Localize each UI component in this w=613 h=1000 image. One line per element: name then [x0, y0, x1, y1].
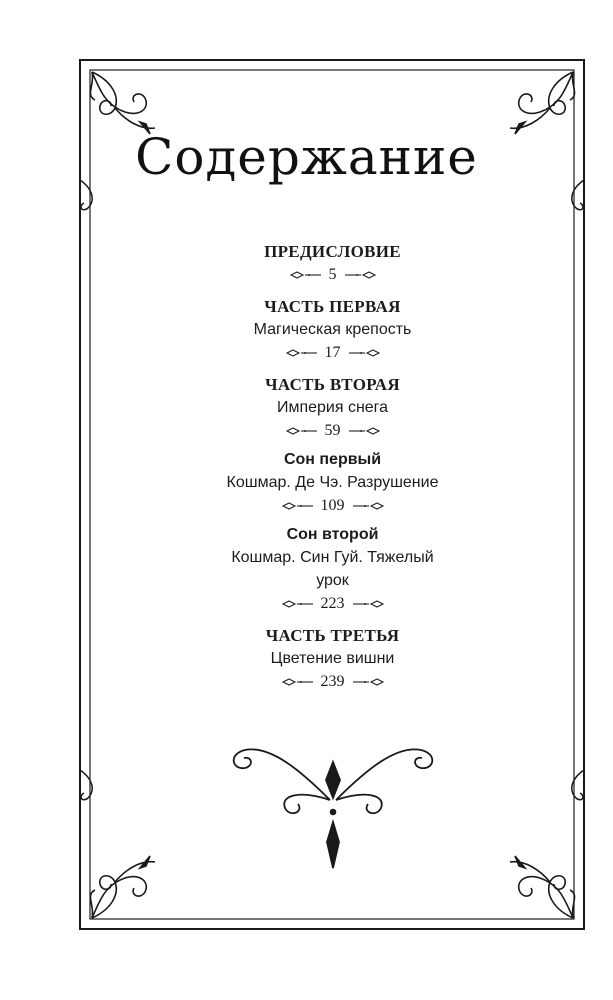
toc-subtitle: Кошмар. Де Чэ. Разрушение	[226, 474, 439, 491]
toc-heading: Сон первый	[283, 451, 382, 468]
toc-heading: ПРЕДИСЛОВИЕ	[264, 242, 401, 261]
corner-flourish-icon	[90, 72, 155, 134]
page-divider-icon	[347, 426, 381, 436]
corner-flourish-icon	[510, 72, 575, 134]
toc-entry	[130, 296, 535, 365]
page-divider-icon	[281, 599, 315, 609]
toc-page-line	[130, 592, 535, 616]
toc-page-line	[130, 419, 535, 443]
toc-page-line	[130, 341, 535, 365]
toc-page-number: 17	[324, 344, 341, 361]
toc-entry	[130, 374, 535, 443]
page-divider-icon	[351, 599, 385, 609]
corner-flourish-icon	[90, 856, 155, 918]
toc-page-number: 109	[320, 497, 345, 514]
toc-heading: ЧАСТЬ ПЕРВАЯ	[264, 297, 401, 316]
table-of-contents	[130, 241, 535, 694]
page-divider-icon	[347, 348, 381, 358]
page-divider-icon	[289, 270, 323, 280]
toc-page-number: 59	[324, 422, 341, 439]
toc-subtitle: Кошмар. Син Гуй. Тяжелый	[231, 549, 434, 566]
toc-heading: ЧАСТЬ ТРЕТЬЯ	[265, 626, 400, 645]
toc-page-line	[130, 494, 535, 518]
toc-subtitle: Империя снега	[276, 399, 389, 416]
page-divider-icon	[285, 426, 319, 436]
toc-heading: ЧАСТЬ ВТОРАЯ	[265, 375, 400, 394]
toc-subtitle: Цветение вишни	[270, 650, 395, 667]
page-divider-icon	[351, 677, 385, 687]
page-divider-icon	[285, 348, 319, 358]
toc-subtitle-continued: урок	[316, 572, 349, 589]
toc-entry	[130, 625, 535, 694]
toc-entry	[130, 524, 535, 616]
toc-page-number: 239	[320, 673, 345, 690]
page-divider-icon	[343, 270, 377, 280]
toc-page-line	[130, 670, 535, 694]
toc-entry	[130, 449, 535, 518]
toc-subtitle: Магическая крепость	[253, 321, 412, 338]
bottom-flourish-icon	[234, 749, 433, 868]
page-divider-icon	[351, 501, 385, 511]
toc-entry	[130, 241, 535, 287]
toc-page-number: 5	[328, 266, 337, 283]
toc-page-number: 223	[320, 595, 345, 612]
toc-page-line	[130, 263, 535, 287]
corner-flourish-icon	[510, 856, 575, 918]
page-title: Содержание	[135, 128, 478, 186]
toc-heading: Сон второй	[286, 526, 379, 543]
page-divider-icon	[281, 677, 315, 687]
page-divider-icon	[281, 501, 315, 511]
